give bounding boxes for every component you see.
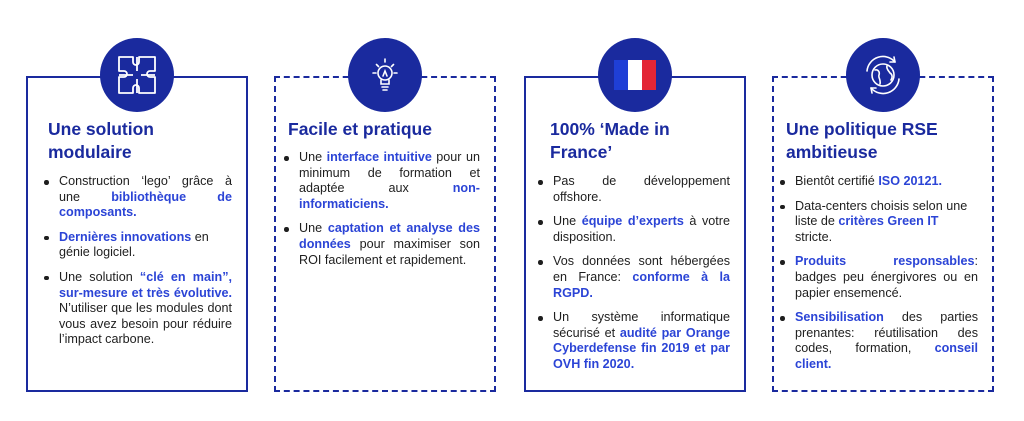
list-item: Un système informatique sécurisé et audité par Orange Cyberdefense fin 2019 et par OVH fin 2020. bbox=[538, 310, 730, 372]
puzzle-badge bbox=[100, 38, 174, 112]
card-list bbox=[780, 174, 978, 382]
list-item: Une équipe d’experts à votre disposition. bbox=[538, 214, 730, 245]
list-item: Une solution “clé en main”, sur-mesure et très évolutive. N’utiliser que les modules dont vous avez besoin pour réduire l’impact carbone. bbox=[44, 270, 232, 348]
globe-badge bbox=[846, 38, 920, 112]
globe-recycle-icon bbox=[859, 51, 907, 99]
list-item: Construction ‘lego’ grâce à une bibliothèque de composants. bbox=[44, 174, 232, 221]
puzzle-icon bbox=[114, 52, 160, 98]
lightbulb-badge bbox=[348, 38, 422, 112]
card-rse bbox=[772, 76, 994, 392]
card-title: Facile et pratique bbox=[288, 119, 432, 139]
card-title: Une solution modulaire bbox=[48, 119, 154, 162]
list-item: Dernières innovations en génie logiciel. bbox=[44, 230, 232, 261]
card-title: Une politique RSE ambitieuse bbox=[786, 119, 938, 162]
card-list bbox=[284, 150, 480, 277]
card-list bbox=[44, 174, 232, 357]
list-item: Pas de développement offshore. bbox=[538, 174, 730, 205]
card-title: 100% ‘Made in France’ bbox=[550, 119, 670, 162]
list-item: Produits responsables: badges peu énergivores ou en papier ensemencé. bbox=[780, 254, 978, 301]
lightbulb-icon bbox=[364, 54, 406, 96]
card-list bbox=[538, 174, 730, 382]
flag-badge bbox=[598, 38, 672, 112]
list-item: Une captation et analyse des données pour maximiser son ROI facilement et rapidement. bbox=[284, 221, 480, 268]
list-item: Bientôt certifié ISO 20121. bbox=[780, 174, 978, 190]
list-item: Data-centers choisis selon une liste de critères Green IT stricte. bbox=[780, 199, 978, 246]
card-modulaire bbox=[26, 76, 248, 392]
card-facile bbox=[274, 76, 496, 392]
french-flag-icon bbox=[614, 60, 656, 90]
list-item: Vos données sont hébergées en France: conforme à la RGPD. bbox=[538, 254, 730, 301]
list-item: Sensibilisation des parties prenantes: réutilisation des codes, formation, conseil client. bbox=[780, 310, 978, 372]
card-made-in-france bbox=[524, 76, 746, 392]
list-item: Une interface intuitive pour un minimum de formation et adaptée aux non-informaticiens. bbox=[284, 150, 480, 212]
